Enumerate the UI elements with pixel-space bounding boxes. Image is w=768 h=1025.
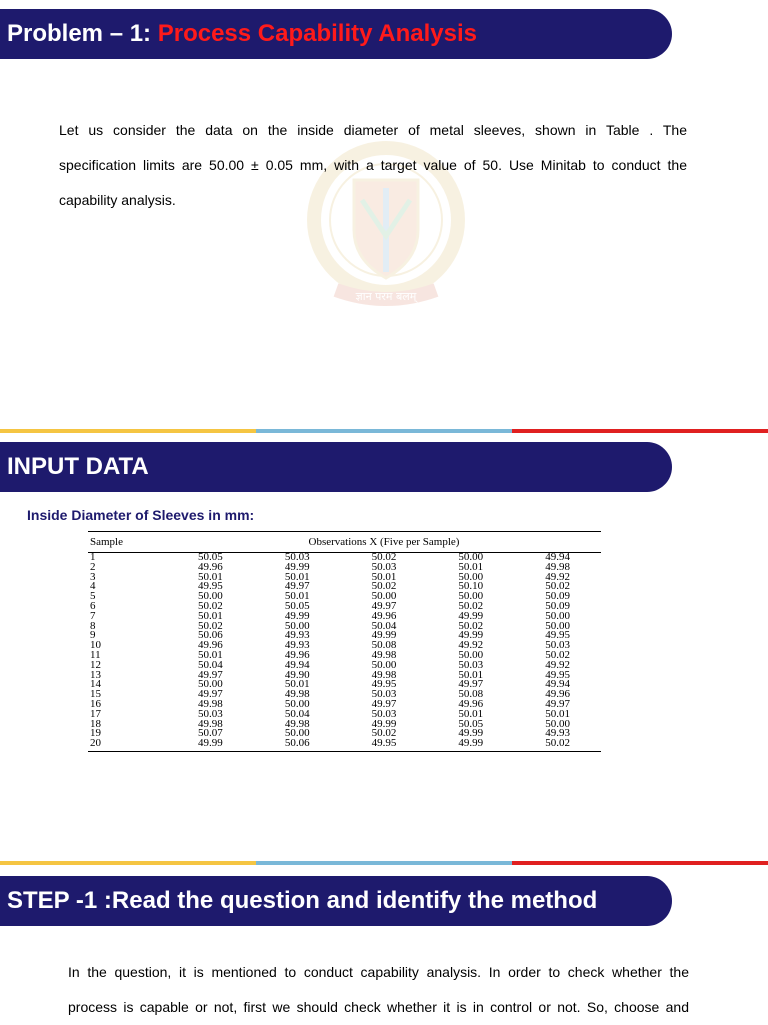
observation-cell: 50.00 — [545, 609, 570, 622]
observation-cell: 49.99 — [427, 739, 514, 751]
sample-number-cell: 13 — [90, 668, 101, 681]
observation-cell: 49.99 — [371, 629, 397, 642]
observation-cell: 49.95 — [371, 678, 397, 691]
sample-number-cell: 19 — [90, 727, 101, 740]
observation-cell: 50.04 — [284, 707, 310, 720]
observation-cell: 49.94 — [284, 658, 310, 671]
table-row — [88, 661, 601, 671]
observation-cell: 49.98 — [371, 648, 397, 661]
step-1-banner — [0, 876, 672, 926]
sample-number-cell: 8 — [90, 619, 96, 632]
observation-cell: 50.02 — [514, 739, 601, 751]
observation-cell: 49.92 — [545, 658, 570, 671]
observation-cell: 49.99 — [458, 727, 484, 740]
observation-cell: 49.95 — [545, 629, 570, 642]
observation-cell: 50.02 — [371, 551, 397, 563]
observation-cell: 50.03 — [284, 551, 310, 563]
observation-cell: 49.95 — [545, 668, 570, 681]
table-header-row — [88, 532, 601, 553]
observation-cell: 50.01 — [458, 707, 484, 720]
stripe-blue — [256, 429, 512, 433]
table-row — [88, 602, 601, 612]
observation-cell: 49.96 — [198, 560, 223, 573]
sample-number-cell: 2 — [90, 560, 96, 573]
step-line-1: In the question, it is mentioned to conduct capability analysis. In order to check whether the — [68, 964, 689, 980]
problem-banner — [0, 9, 672, 59]
table-row — [88, 641, 601, 651]
observation-cell: 49.93 — [284, 629, 310, 642]
observation-cell: 50.02 — [198, 599, 223, 612]
observation-cell: 50.02 — [545, 580, 570, 593]
observation-cell: 49.97 — [198, 688, 223, 701]
observation-cell: 50.05 — [284, 599, 310, 612]
sample-number-cell: 15 — [90, 688, 101, 701]
observation-cell: 50.07 — [198, 727, 223, 740]
observation-cell: 50.01 — [198, 570, 223, 583]
stripe-blue — [256, 861, 512, 865]
observation-cell: 50.00 — [371, 658, 397, 671]
step-1-paragraph — [68, 955, 689, 1025]
sample-number-cell: 20 — [88, 739, 167, 751]
sample-header: Sample — [88, 532, 167, 553]
observation-cell: 49.93 — [545, 727, 570, 740]
intro-line-1: Let us consider the data on the inside diameter of metal sleeves, shown in Table . The — [59, 122, 687, 138]
observation-cell: 50.02 — [545, 648, 570, 661]
observation-cell: 50.01 — [371, 570, 397, 583]
observations-header: Observations X (Five per Sample) — [167, 532, 601, 553]
observation-cell: 50.00 — [284, 697, 310, 710]
observation-cell: 50.03 — [198, 707, 223, 720]
intro-line-3: capability analysis. — [59, 192, 176, 208]
observation-cell: 50.02 — [198, 619, 223, 632]
table-row — [88, 553, 601, 563]
observation-cell: 50.00 — [458, 551, 484, 563]
observation-cell: 50.00 — [198, 678, 223, 691]
sample-number-cell: 18 — [90, 717, 101, 730]
observation-cell: 49.98 — [284, 688, 310, 701]
sleeve-diameter-table — [88, 531, 601, 752]
observation-cell: 49.96 — [458, 697, 484, 710]
observation-cell: 49.96 — [284, 648, 310, 661]
observation-cell: 49.93 — [284, 639, 310, 652]
stripe-red — [512, 861, 768, 865]
observation-cell: 49.95 — [341, 739, 428, 751]
table-row — [88, 612, 601, 622]
observation-cell: 50.03 — [545, 639, 570, 652]
table-row — [88, 680, 601, 690]
observation-cell: 49.97 — [284, 580, 310, 593]
observation-cell: 49.98 — [545, 560, 570, 573]
sample-number-cell: 6 — [90, 599, 96, 612]
observation-cell: 50.00 — [371, 590, 397, 603]
observation-cell: 50.06 — [254, 739, 341, 751]
observation-cell: 49.98 — [284, 717, 310, 730]
observation-cell: 49.97 — [458, 678, 484, 691]
sample-number-cell: 10 — [90, 639, 101, 652]
observation-cell: 50.03 — [458, 658, 484, 671]
sample-number-cell: 4 — [90, 580, 96, 593]
observation-cell: 49.97 — [371, 599, 397, 612]
observation-cell: 49.99 — [284, 609, 310, 622]
sample-number-cell: 3 — [90, 570, 96, 583]
sample-number-cell: 16 — [90, 697, 101, 710]
observation-cell: 50.01 — [284, 590, 310, 603]
problem-banner-title: Process Capability Analysis — [157, 20, 477, 47]
observation-cell: 50.04 — [198, 658, 223, 671]
observation-cell: 50.01 — [458, 668, 484, 681]
table-row — [88, 700, 601, 710]
observation-cell: 50.01 — [284, 570, 310, 583]
sample-number-cell: 1 — [90, 551, 96, 563]
table-row — [88, 592, 601, 602]
sample-number-cell: 5 — [90, 590, 96, 603]
table-body — [88, 553, 601, 752]
observation-cell: 50.00 — [198, 590, 223, 603]
observation-cell: 50.01 — [545, 707, 570, 720]
observation-cell: 50.08 — [458, 688, 484, 701]
table-row — [88, 622, 601, 632]
sample-number-cell: 11 — [90, 648, 101, 661]
observation-cell: 50.00 — [458, 648, 484, 661]
observation-cell: 50.01 — [198, 609, 223, 622]
stripe-yellow — [0, 429, 256, 433]
observation-cell: 50.00 — [545, 717, 570, 730]
observation-cell: 50.08 — [371, 639, 397, 652]
table-row — [88, 710, 601, 720]
table-row — [88, 651, 601, 661]
observation-cell: 50.09 — [545, 590, 570, 603]
observation-cell: 50.01 — [198, 648, 223, 661]
observation-cell: 49.95 — [198, 580, 223, 593]
watermark-motto: ज्ञान परम बलम् — [355, 290, 417, 303]
sample-number-cell: 7 — [90, 609, 96, 622]
observation-cell: 49.98 — [198, 697, 223, 710]
table-row — [88, 582, 601, 592]
table-row — [88, 739, 601, 751]
observation-cell: 49.96 — [371, 609, 397, 622]
observation-cell: 49.99 — [458, 629, 484, 642]
observation-cell: 50.03 — [371, 688, 397, 701]
sample-number-cell: 9 — [90, 629, 96, 642]
observation-cell: 50.00 — [284, 619, 310, 632]
observation-cell: 49.99 — [284, 560, 310, 573]
input-data-title: INPUT DATA — [7, 453, 149, 480]
observation-cell: 50.05 — [198, 551, 223, 563]
observation-cell: 50.00 — [458, 570, 484, 583]
sample-number-cell: 17 — [90, 707, 101, 720]
observation-cell: 50.00 — [284, 727, 310, 740]
observation-cell: 49.92 — [458, 639, 484, 652]
observation-cell: 49.97 — [198, 668, 223, 681]
sample-number-cell: 14 — [90, 678, 101, 691]
observation-cell: 49.94 — [545, 551, 570, 563]
observation-cell: 50.10 — [458, 580, 484, 593]
observation-cell: 50.02 — [371, 727, 397, 740]
observation-cell: 50.03 — [371, 560, 397, 573]
observation-cell: 49.92 — [545, 570, 570, 583]
observation-cell: 49.98 — [371, 668, 397, 681]
observation-cell: 49.96 — [198, 639, 223, 652]
observation-cell: 50.04 — [371, 619, 397, 632]
sample-number-cell: 12 — [90, 658, 101, 671]
observation-cell: 49.94 — [545, 678, 570, 691]
observation-cell: 49.98 — [198, 717, 223, 730]
stripe-red — [512, 429, 768, 433]
observation-cell: 50.00 — [545, 619, 570, 632]
observation-cell: 50.06 — [198, 629, 223, 642]
observation-cell: 50.02 — [458, 599, 484, 612]
table-row — [88, 729, 601, 739]
observation-cell: 49.99 — [167, 739, 254, 751]
observation-cell: 49.90 — [284, 668, 310, 681]
observation-cell: 49.97 — [545, 697, 570, 710]
input-data-banner — [0, 442, 672, 492]
problem-banner-prefix: Problem – 1: — [7, 20, 158, 47]
observation-cell: 50.00 — [458, 590, 484, 603]
intro-paragraph — [59, 113, 687, 218]
observation-cell: 49.99 — [371, 717, 397, 730]
intro-line-2: specification limits are 50.00 ± 0.05 mm, with a target value of 50. Use Minitab to conduct the — [59, 157, 687, 173]
divider-stripe-2 — [0, 861, 768, 865]
table-row — [88, 671, 601, 681]
table-caption: Inside Diameter of Sleeves in mm: — [27, 507, 255, 523]
observation-cell: 49.97 — [371, 697, 397, 710]
table-row — [88, 563, 601, 573]
observation-cell: 49.99 — [458, 609, 484, 622]
observation-cell: 50.09 — [545, 599, 570, 612]
observation-cell: 50.02 — [458, 619, 484, 632]
observation-cell: 50.05 — [458, 717, 484, 730]
observation-cell: 50.03 — [371, 707, 397, 720]
table-row — [88, 631, 601, 641]
observation-cell: 49.96 — [545, 688, 570, 701]
table-row — [88, 573, 601, 583]
table-row — [88, 720, 601, 730]
table-row — [88, 690, 601, 700]
observation-cell: 50.01 — [284, 678, 310, 691]
stripe-yellow — [0, 861, 256, 865]
observation-cell: 50.02 — [371, 580, 397, 593]
step-line-2: process is capable or not, first we should check whether it is in control or not. So, choose and — [68, 999, 689, 1015]
divider-stripe — [0, 429, 768, 433]
step-1-title: STEP -1 :Read the question and identify the method — [7, 887, 598, 914]
observation-cell: 50.01 — [458, 560, 484, 573]
